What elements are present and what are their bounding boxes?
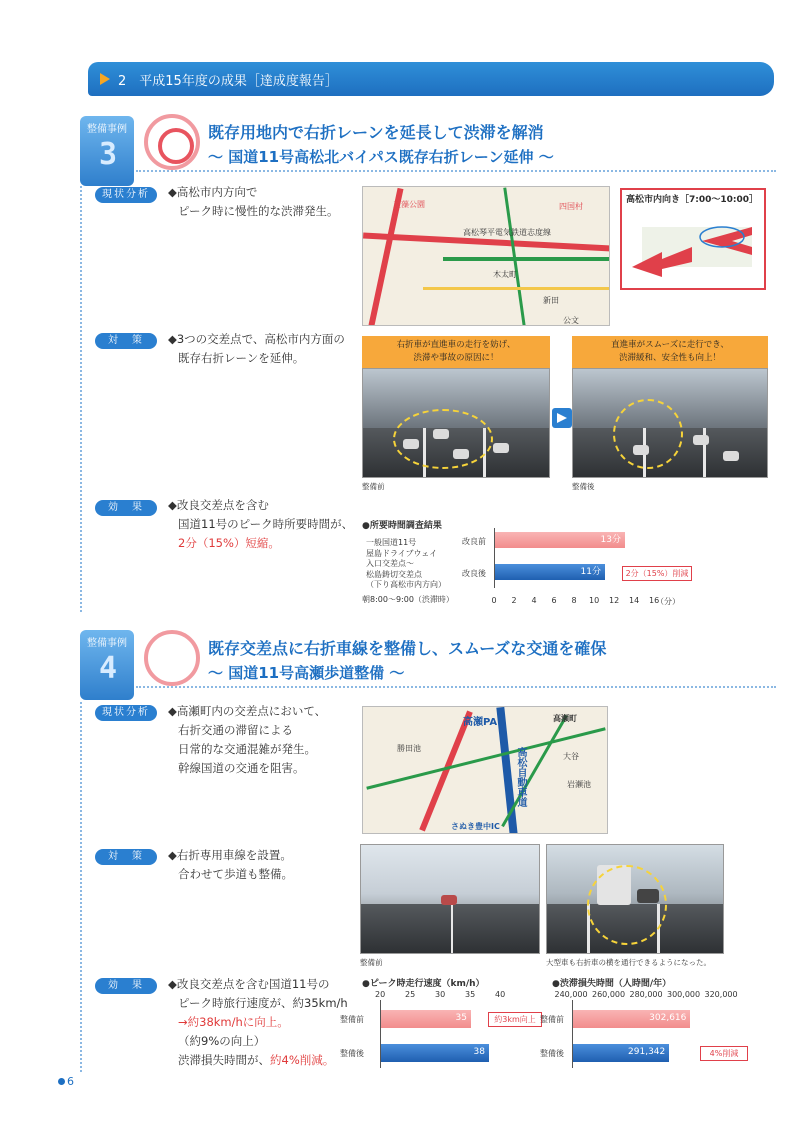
- text-line: ◆改良交差点を含む: [168, 498, 269, 512]
- desc-line: 入口交差点～: [366, 559, 414, 568]
- case4-photo-after: [546, 844, 724, 954]
- case4-measure-text: [168, 846, 293, 884]
- case4-analysis-text: [168, 702, 326, 778]
- case3-analysis-text: [168, 183, 339, 221]
- double-ring-icon: [144, 114, 200, 170]
- axis-tick-label: 0: [491, 596, 497, 605]
- case4-photo-before-caption: 整備前: [360, 958, 383, 967]
- chart1-category: 改良後: [462, 569, 486, 578]
- text-line: 合わせて歩道も整備。: [178, 867, 293, 881]
- map-label: 高松自動車道: [515, 747, 526, 807]
- case3-effect-text: [168, 496, 353, 553]
- case3-photo-before-caption: 整備前: [362, 482, 385, 491]
- chart3-bar-after: 291,342: [573, 1044, 669, 1062]
- chart1-bar-after: 11分: [495, 564, 605, 580]
- text-line: ピーク時に慢性的な渋滞発生。: [178, 204, 339, 218]
- chart3-category: 整備後: [540, 1049, 564, 1058]
- axis-tick-label: 12: [609, 596, 620, 605]
- case3-effect-label: 効 果: [95, 500, 157, 516]
- axis-tick-label: 320,000: [704, 990, 738, 999]
- section-title: 2 平成15年度の成果［達成度報告］: [118, 74, 338, 89]
- axis-tick-label: 240,000: [554, 990, 588, 999]
- chart2-improve-tag: 約3km向上: [488, 1012, 542, 1027]
- single-ring-icon: [144, 630, 200, 686]
- congestion-arrows-icon: [622, 207, 762, 287]
- text-line: 国道11号のピーク時所要時間が、: [178, 517, 354, 531]
- text-line: ◆高瀬町内の交差点において、: [168, 704, 327, 718]
- text-line: 既存右折レーンを延伸。: [178, 351, 305, 365]
- case4-divider: [136, 686, 776, 688]
- triangle-icon: [100, 73, 110, 85]
- callout-line: 右折車が直進車の走行を妨げ、: [396, 340, 516, 350]
- chart3-category: 整備前: [540, 1015, 564, 1024]
- map-label: 木太町: [493, 270, 517, 279]
- chart1-unit: （分）: [656, 597, 680, 606]
- chart1-reduction-tag: 2分（15%）削減: [622, 566, 692, 581]
- case-badge-label: 整備事例: [87, 124, 127, 135]
- text-line-highlight: 約4%削減。: [270, 1053, 335, 1067]
- desc-line: 松島鋳切交差点: [366, 569, 422, 579]
- case3-subtitle: ～ 国道11号高松北バイパス既存右折レーン延伸 ～: [208, 148, 554, 166]
- text-line: 日常的な交通混雑が発生。: [178, 742, 316, 756]
- text-line: ピーク時旅行速度が、約35km/h: [178, 996, 348, 1010]
- text-line: 渋滞損失時間が、: [178, 1053, 270, 1067]
- callout-line: 直進車がスムーズに走行でき、: [611, 340, 729, 350]
- case3-measure-text: [168, 330, 345, 368]
- case3-analysis-label: 現状分析: [95, 187, 157, 203]
- text-line: ◆3つの交差点で、高松市内方面の: [168, 332, 345, 346]
- section-header-bar: [88, 62, 774, 96]
- map-label: 高瀬町: [553, 714, 577, 723]
- case3-title: 既存用地内で右折レーンを延長して渋滞を解消: [208, 123, 544, 142]
- axis-tick-label: 260,000: [592, 990, 626, 999]
- chart2-category: 整備前: [340, 1015, 364, 1024]
- axis-tick-label: 8: [571, 596, 577, 605]
- map-label: 公文: [563, 316, 579, 325]
- map-label: 勝田池: [397, 744, 421, 753]
- map-label: 玉藻公園: [393, 200, 425, 209]
- map-label: 岩瀬池: [567, 780, 591, 789]
- case3-measure-label: 対 策: [95, 333, 157, 349]
- case-badge-number: 4: [98, 651, 116, 686]
- case4-photo-after-caption: 大型車も右折車の横を通行できるようになった。: [546, 958, 711, 967]
- chart1-description: [366, 538, 446, 591]
- desc-line: （下り高松市内方向）: [366, 580, 446, 589]
- axis-tick-label: 10: [589, 596, 600, 605]
- map-label: 高瀬PA: [463, 717, 498, 728]
- map-label: さぬき豊中IC: [451, 822, 500, 831]
- chart1-title: ●所要時間調査結果: [362, 521, 442, 531]
- text-line: ◆改良交差点を含む国道11号の: [168, 977, 330, 991]
- chart2-category: 整備後: [340, 1049, 364, 1058]
- axis-tick-label: 20: [375, 990, 386, 999]
- case4-title: 既存交差点に右折車線を整備し、スムーズな交通を確保: [208, 639, 607, 658]
- case3-photo-after: [572, 368, 768, 478]
- case4-effect-label: 効 果: [95, 978, 157, 994]
- text-line: （約9%の向上）: [178, 1034, 266, 1048]
- inset-title: 高松市内向き［7:00～10:00］: [626, 195, 759, 205]
- chart2-bar-before: 35: [381, 1010, 471, 1028]
- case3-callout-after: [572, 336, 768, 368]
- case-badge-4: [80, 630, 134, 700]
- case-badge-3: [80, 116, 134, 186]
- chart3-bar-before: 302,616: [573, 1010, 690, 1028]
- axis-tick-label: 30: [435, 990, 446, 999]
- text-line-highlight: →約38km/hに向上。: [178, 1015, 289, 1029]
- callout-line: 渋滞や事故の原因に！: [413, 353, 499, 363]
- case4-photo-before: [360, 844, 540, 954]
- case4-effect-text: [168, 975, 348, 1070]
- axis-tick-label: 2: [511, 596, 517, 605]
- chart2-bar-after: 38: [381, 1044, 489, 1062]
- callout-line: 渋滞緩和、安全性も向上！: [618, 353, 721, 363]
- arrow-right-icon: [552, 408, 572, 428]
- chart1-note: 朝8:00～9:00（渋滞時）: [362, 595, 454, 604]
- desc-line: 屋島ドライブウェイ: [366, 548, 438, 558]
- axis-tick-label: 25: [405, 990, 416, 999]
- chart3-reduction-tag: 4%削減: [700, 1046, 748, 1061]
- axis-tick-label: 14: [629, 596, 640, 605]
- case4-vertical-dots: [80, 702, 82, 1072]
- axis-tick-label: 35: [465, 990, 476, 999]
- case-badge-label: 整備事例: [87, 638, 127, 649]
- case3-inset-diagram: [620, 188, 766, 290]
- text-line: 幹線国道の交通を阻害。: [178, 761, 305, 775]
- chart2-title: ●ピーク時走行速度（km/h）: [362, 979, 485, 989]
- chart3-title: ●渋滞損失時間（人時間/年）: [552, 979, 672, 989]
- map-label: 四国村: [559, 202, 583, 211]
- map-label: 大谷: [563, 752, 579, 761]
- chart1-bar-before: 13分: [495, 532, 625, 548]
- text-line: ◆右折専用車線を設置。: [168, 848, 292, 862]
- axis-tick-label: 40: [495, 990, 506, 999]
- case4-subtitle: ～ 国道11号高瀬歩道整備 ～: [208, 664, 405, 682]
- case4-measure-label: 対 策: [95, 849, 157, 865]
- case4-map: [362, 706, 608, 834]
- case4-analysis-label: 現状分析: [95, 705, 157, 721]
- case3-divider: [136, 170, 776, 172]
- axis-tick-label: 4: [531, 596, 537, 605]
- page-number: 6: [58, 1075, 74, 1088]
- text-line-highlight: 2分（15%）短縮。: [178, 536, 280, 550]
- axis-tick-label: 280,000: [629, 990, 663, 999]
- case3-map: [362, 186, 610, 326]
- map-label: 高松琴平電気鉄道志度線: [463, 228, 551, 237]
- case3-photo-before: [362, 368, 550, 478]
- chart1-category: 改良前: [462, 537, 486, 546]
- case3-callout-before: [362, 336, 550, 368]
- text-line: ◆高松市内方向で: [168, 185, 258, 199]
- axis-tick-label: 300,000: [667, 990, 701, 999]
- map-label: 新田: [543, 296, 559, 305]
- desc-line: 一般国道11号: [366, 538, 417, 547]
- axis-tick-label: 6: [551, 596, 557, 605]
- case3-vertical-dots: [80, 186, 82, 612]
- axis-tick-label: 16: [649, 596, 660, 605]
- case-badge-number: 3: [98, 137, 116, 172]
- text-line: 右折交通の滞留による: [178, 723, 293, 737]
- case3-photo-after-caption: 整備後: [572, 482, 595, 491]
